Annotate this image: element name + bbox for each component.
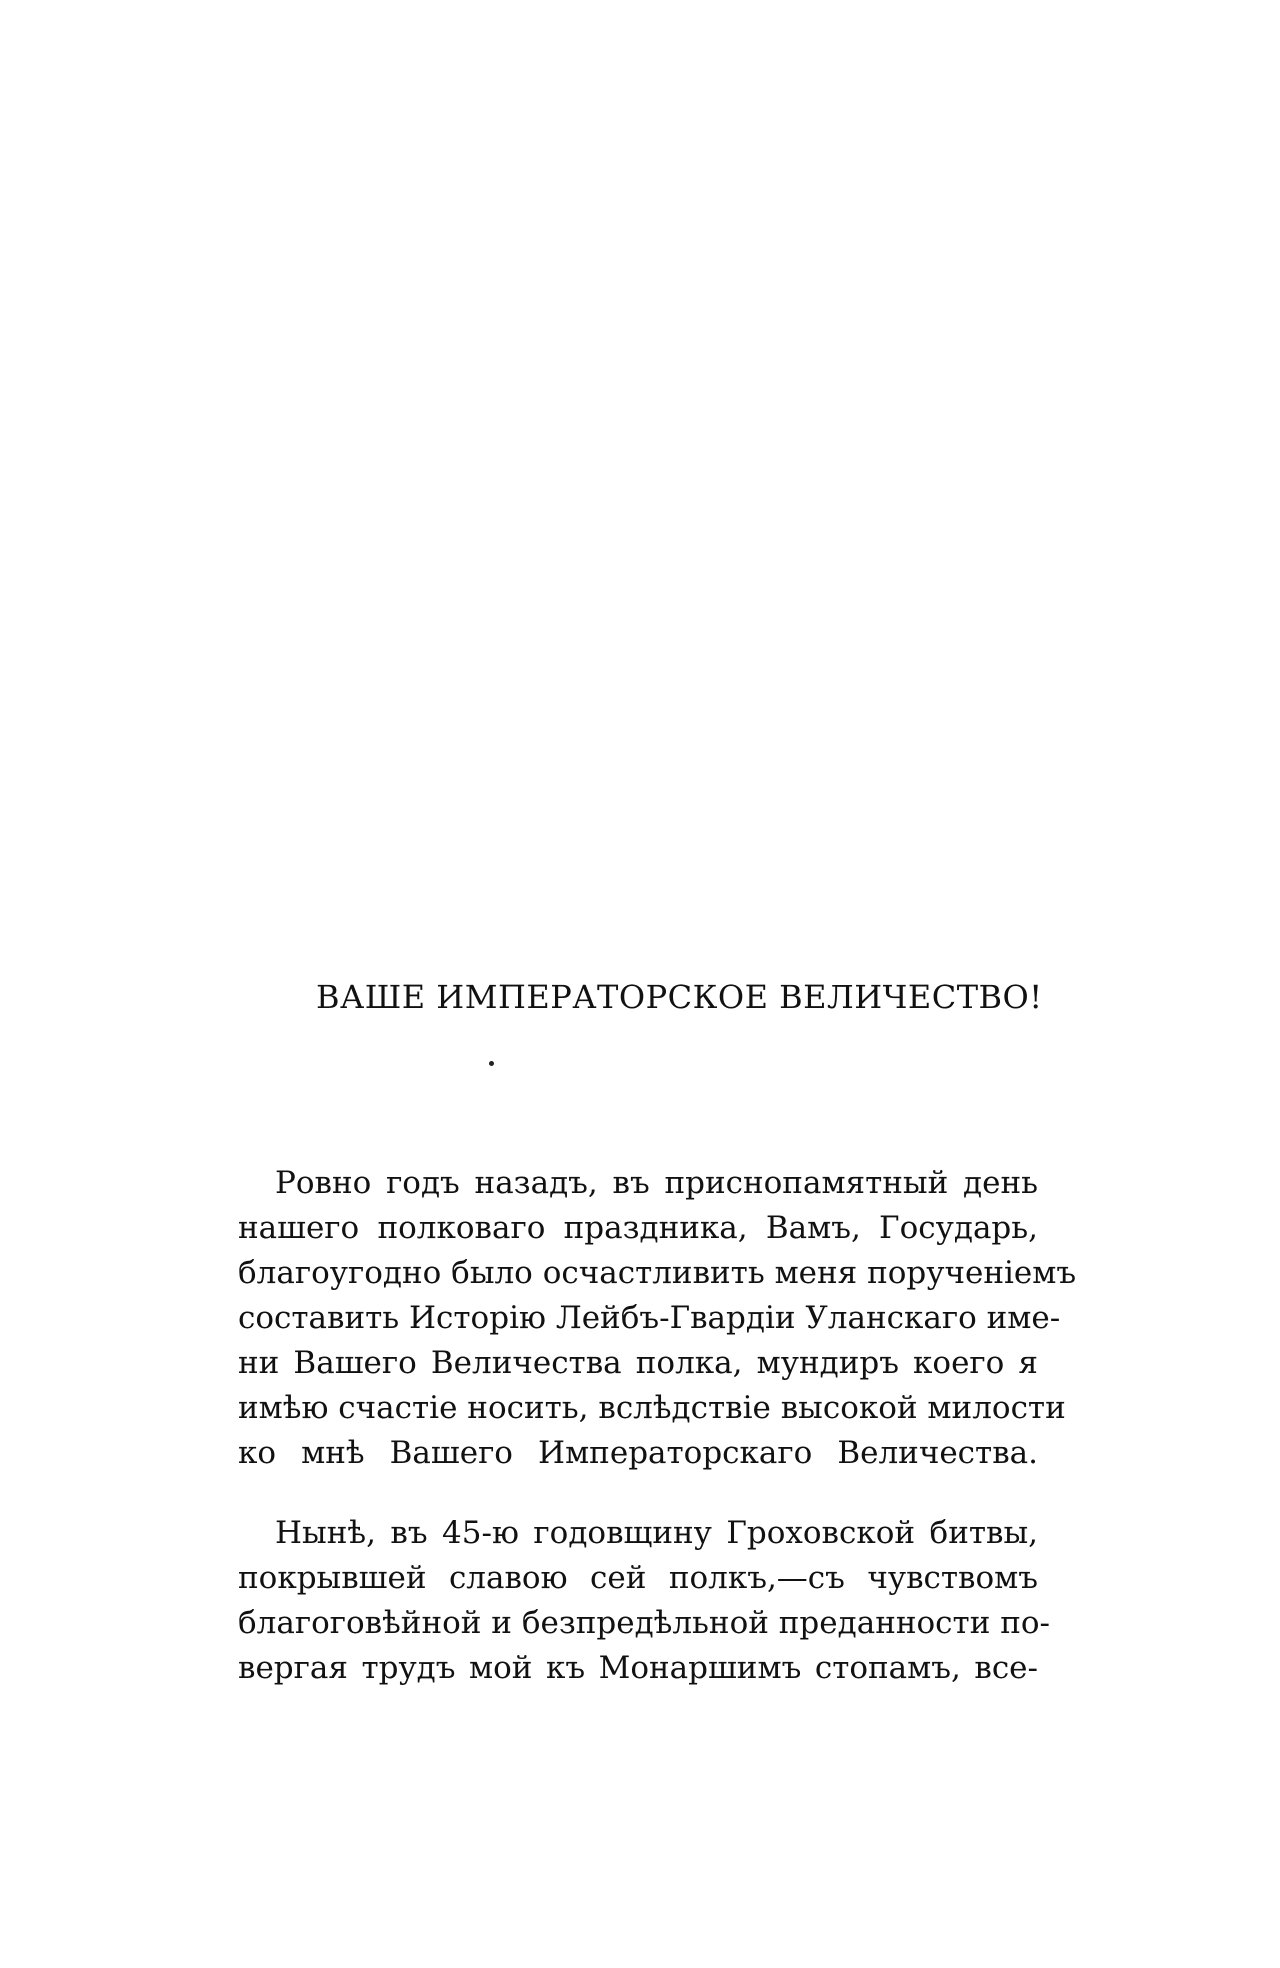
text-line: нашего полковаго праздника, Вамъ, Государь,: [238, 1210, 1038, 1246]
text-line: ни Вашего Величества полка, мундиръ коего я: [238, 1345, 1038, 1381]
text-line: благоговѣйной и безпредѣльной преданности по-: [238, 1605, 1051, 1641]
text-line: Нынѣ, въ 45-ю годовщину Гроховской битвы,: [275, 1515, 1038, 1551]
paragraph-2: [238, 1511, 1051, 1691]
text-line: Ровно годъ назадъ, въ приснопамятный день: [275, 1165, 1038, 1201]
ink-speck: [489, 1061, 494, 1066]
text-line: составить Исторію Лейбъ-Гвардіи Уланскаго име-: [238, 1300, 1061, 1336]
dedication-heading: ВАШЕ ИМПЕРАТОРСКОЕ ВЕЛИЧЕСТВО!: [316, 978, 1043, 1016]
text-line: вергая трудъ мой къ Монаршимъ стопамъ, все-: [238, 1650, 1038, 1686]
text-line: имѣю счастіе носить, вслѣдствіе высокой милости: [238, 1390, 1066, 1426]
text-line: ко мнѣ Вашего Императорскаго Величества.: [238, 1435, 1038, 1471]
paragraph-1: [238, 1161, 1077, 1476]
text-line: благоугодно было осчастливить меня порученіемъ: [238, 1255, 1077, 1291]
text-line: покрывшей славою сей полкъ,—съ чувствомъ: [238, 1560, 1038, 1596]
